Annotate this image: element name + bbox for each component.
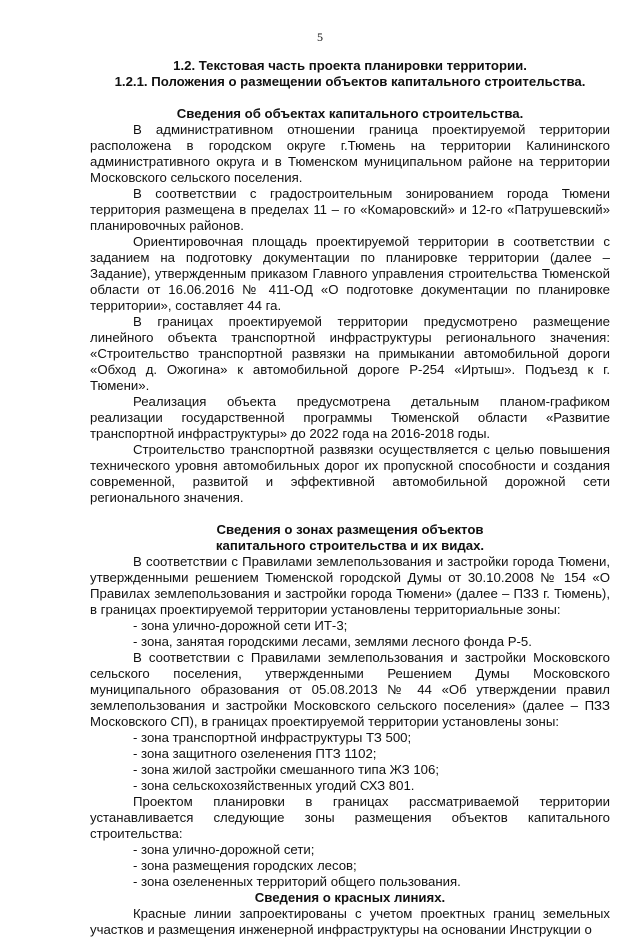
paragraph: Проектом планировки в границах рассматриваемой территории устанавливается следующие зоны размещения объектов капитального строительства: <box>90 794 610 841</box>
red-lines-title: Сведения о красных линиях. <box>254 890 446 905</box>
section-heading-1-2: 1.2. Текстовая часть проекта планировки территории. <box>173 58 527 73</box>
list-item: - зона озелененных территорий общего пользования. <box>133 874 461 889</box>
list-item: - зона улично-дорожной сети; <box>133 842 315 857</box>
page-content <box>90 58 610 938</box>
paragraph: Реализация объекта предусмотрена детальным планом-графиком реализации государственной программы Тюменской области «Развитие транспортной инфраструктуры» до 2022 года на 2016-2018 годы. <box>90 394 610 441</box>
paragraph: Красные линии запроектированы с учетом проектных границ земельных участков и размещения инженерной инфраструктуры на основании Инструкции о <box>90 906 610 937</box>
paragraph: В соответствии с Правилами землепользования и застройки Московского сельского поселения, утвержденными Решением Думы Московского муниципального образования от 05.08.2013 № 44 «Об утверждении правил землепользования и застройки Московского сельского поселения» (далее – ПЗЗ Московского СП), в границах проектируемой территории установлены зоны: <box>90 650 610 729</box>
paragraph: В соответствии с градостроительным зонированием города Тюмени территория размещена в пределах 11 – го «Комаровский» и 12-го «Патрушевский» планировочных районов. <box>90 186 610 233</box>
paragraph: В административном отношении граница проектируемой территории расположена в городском округе г.Тюмень на территории Калининского административного округа и в Тюменском муниципальном районе на территории Московского сельского поселения. <box>90 122 610 185</box>
list-item: - зона жилой застройки смешанного типа ЖЗ 106; <box>133 762 440 777</box>
paragraph: В соответствии с Правилами землепользования и застройки города Тюмени, утвержденными решением Тюменской городской Думы от 30.10.2008 № 154 «О Правилах землепользования и застройки города Тюмени» (далее – ПЗЗ г. Тюмень), в границах проектируемой территории установлены территориальные зоны: <box>90 554 610 617</box>
zones-title-line1: Сведения о зонах размещения объектов <box>216 522 484 537</box>
paragraph: Ориентировочная площадь проектируемой территории в соответствии с заданием на подготовку документации по планировке территории (далее – Задание), утвержденным приказом Главного управления строительства Тюменской области от 16.06.2016 № 411-ОД «О подготовке документации по планировке территории», составляет 44 га. <box>90 234 610 313</box>
paragraph: В границах проектируемой территории предусмотрено размещение линейного объекта транспортной инфраструктуры регионального значения: «Строительство транспортной развязки на примыкании автомобильной дороги «Обход д. Ожогина» к автомобильной дороге Р-254 «Иртыш». Подъезд к г. Тюмени». <box>90 314 610 393</box>
list-item: - зона размещения городских лесов; <box>133 858 357 873</box>
list-item: - зона улично-дорожной сети ИТ-3; <box>133 618 348 633</box>
section-heading-1-2-1: 1.2.1. Положения о размещении объектов капитального строительства. <box>114 74 586 89</box>
list-item: - зона сельскохозяйственных угодий СХЗ 801. <box>133 778 415 793</box>
zones-title-line2: капитального строительства и их видах. <box>215 538 485 553</box>
capital-objects-title: Сведения об объектах капитального строительства. <box>176 106 524 121</box>
list-item: - зона, занятая городскими лесами, землями лесного фонда Р-5. <box>133 634 532 649</box>
list-item: - зона транспортной инфраструктуры ТЗ 500; <box>133 730 412 745</box>
paragraph: Строительство транспортной развязки осуществляется с целью повышения технического уровня автомобильных дорог их пропускной способности и создания современной, развитой и эффективной автомобильной дорожной сети регионального значения. <box>90 442 610 505</box>
list-item: - зона защитного озеленения ПТЗ 1102; <box>133 746 377 761</box>
page-number: 5 <box>317 30 323 44</box>
